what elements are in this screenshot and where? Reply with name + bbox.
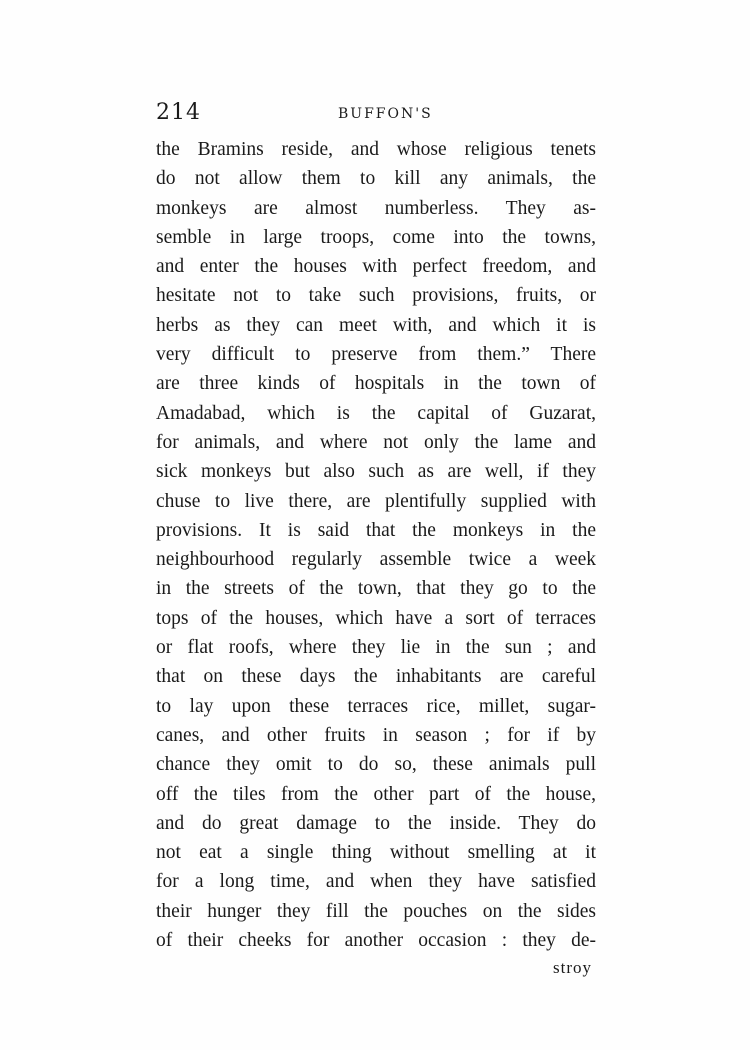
text-line: chuse to live there, are plentifully supplied with	[156, 490, 596, 512]
text-line: or flat roofs, where they lie in the sun ; and	[156, 637, 596, 659]
text-line: sick monkeys but also such as are well, if they	[156, 461, 596, 483]
text-line: do not allow them to kill any animals, the	[156, 168, 596, 190]
text-line: are three kinds of hospitals in the town of	[156, 373, 596, 395]
text-line: chance they omit to do so, these animals pull	[156, 754, 596, 776]
text-line: to lay upon these terraces rice, millet, sugar-	[156, 695, 596, 717]
text-line: semble in large troops, come into the towns,	[156, 226, 596, 248]
text-line: the Bramins reside, and whose religious tenets	[156, 139, 596, 160]
text-line: and enter the houses with perfect freedom, and	[156, 256, 596, 278]
text-line: canes, and other fruits in season ; for if by	[156, 724, 596, 746]
text-line: monkeys are almost numberless. They as-	[156, 197, 596, 219]
text-line: provisions. It is said that the monkeys in the	[156, 519, 596, 541]
body-text	[156, 135, 596, 955]
text-line: of their cheeks for another occasion : they de-	[156, 930, 596, 952]
text-line: tops of the houses, which have a sort of terraces	[156, 607, 596, 629]
text-line: herbs as they can meet with, and which it is	[156, 314, 596, 336]
text-line: Amadabad, which is the capital of Guzarat,	[156, 402, 596, 424]
text-line: that on these days the inhabitants are careful	[156, 666, 596, 688]
text-line: for a long time, and when they have satisfied	[156, 871, 596, 893]
text-line: not eat a single thing without smelling at it	[156, 842, 596, 864]
text-line: very difficult to preserve from them.” There	[156, 344, 596, 366]
running-head: BUFFON'S	[338, 106, 433, 122]
text-line: their hunger they fill the pouches on the sides	[156, 900, 596, 922]
page-header	[156, 100, 596, 130]
text-line: for animals, and where not only the lame and	[156, 431, 596, 453]
text-line: off the tiles from the other part of the house,	[156, 783, 596, 805]
page-number: 214	[156, 100, 201, 125]
catchword: stroy	[553, 958, 592, 977]
text-line: hesitate not to take such provisions, fruits, or	[156, 285, 596, 307]
text-line: in the streets of the town, that they go to the	[156, 578, 596, 600]
text-line: neighbourhood regularly assemble twice a week	[156, 549, 596, 571]
text-line: and do great damage to the inside. They do	[156, 812, 596, 834]
